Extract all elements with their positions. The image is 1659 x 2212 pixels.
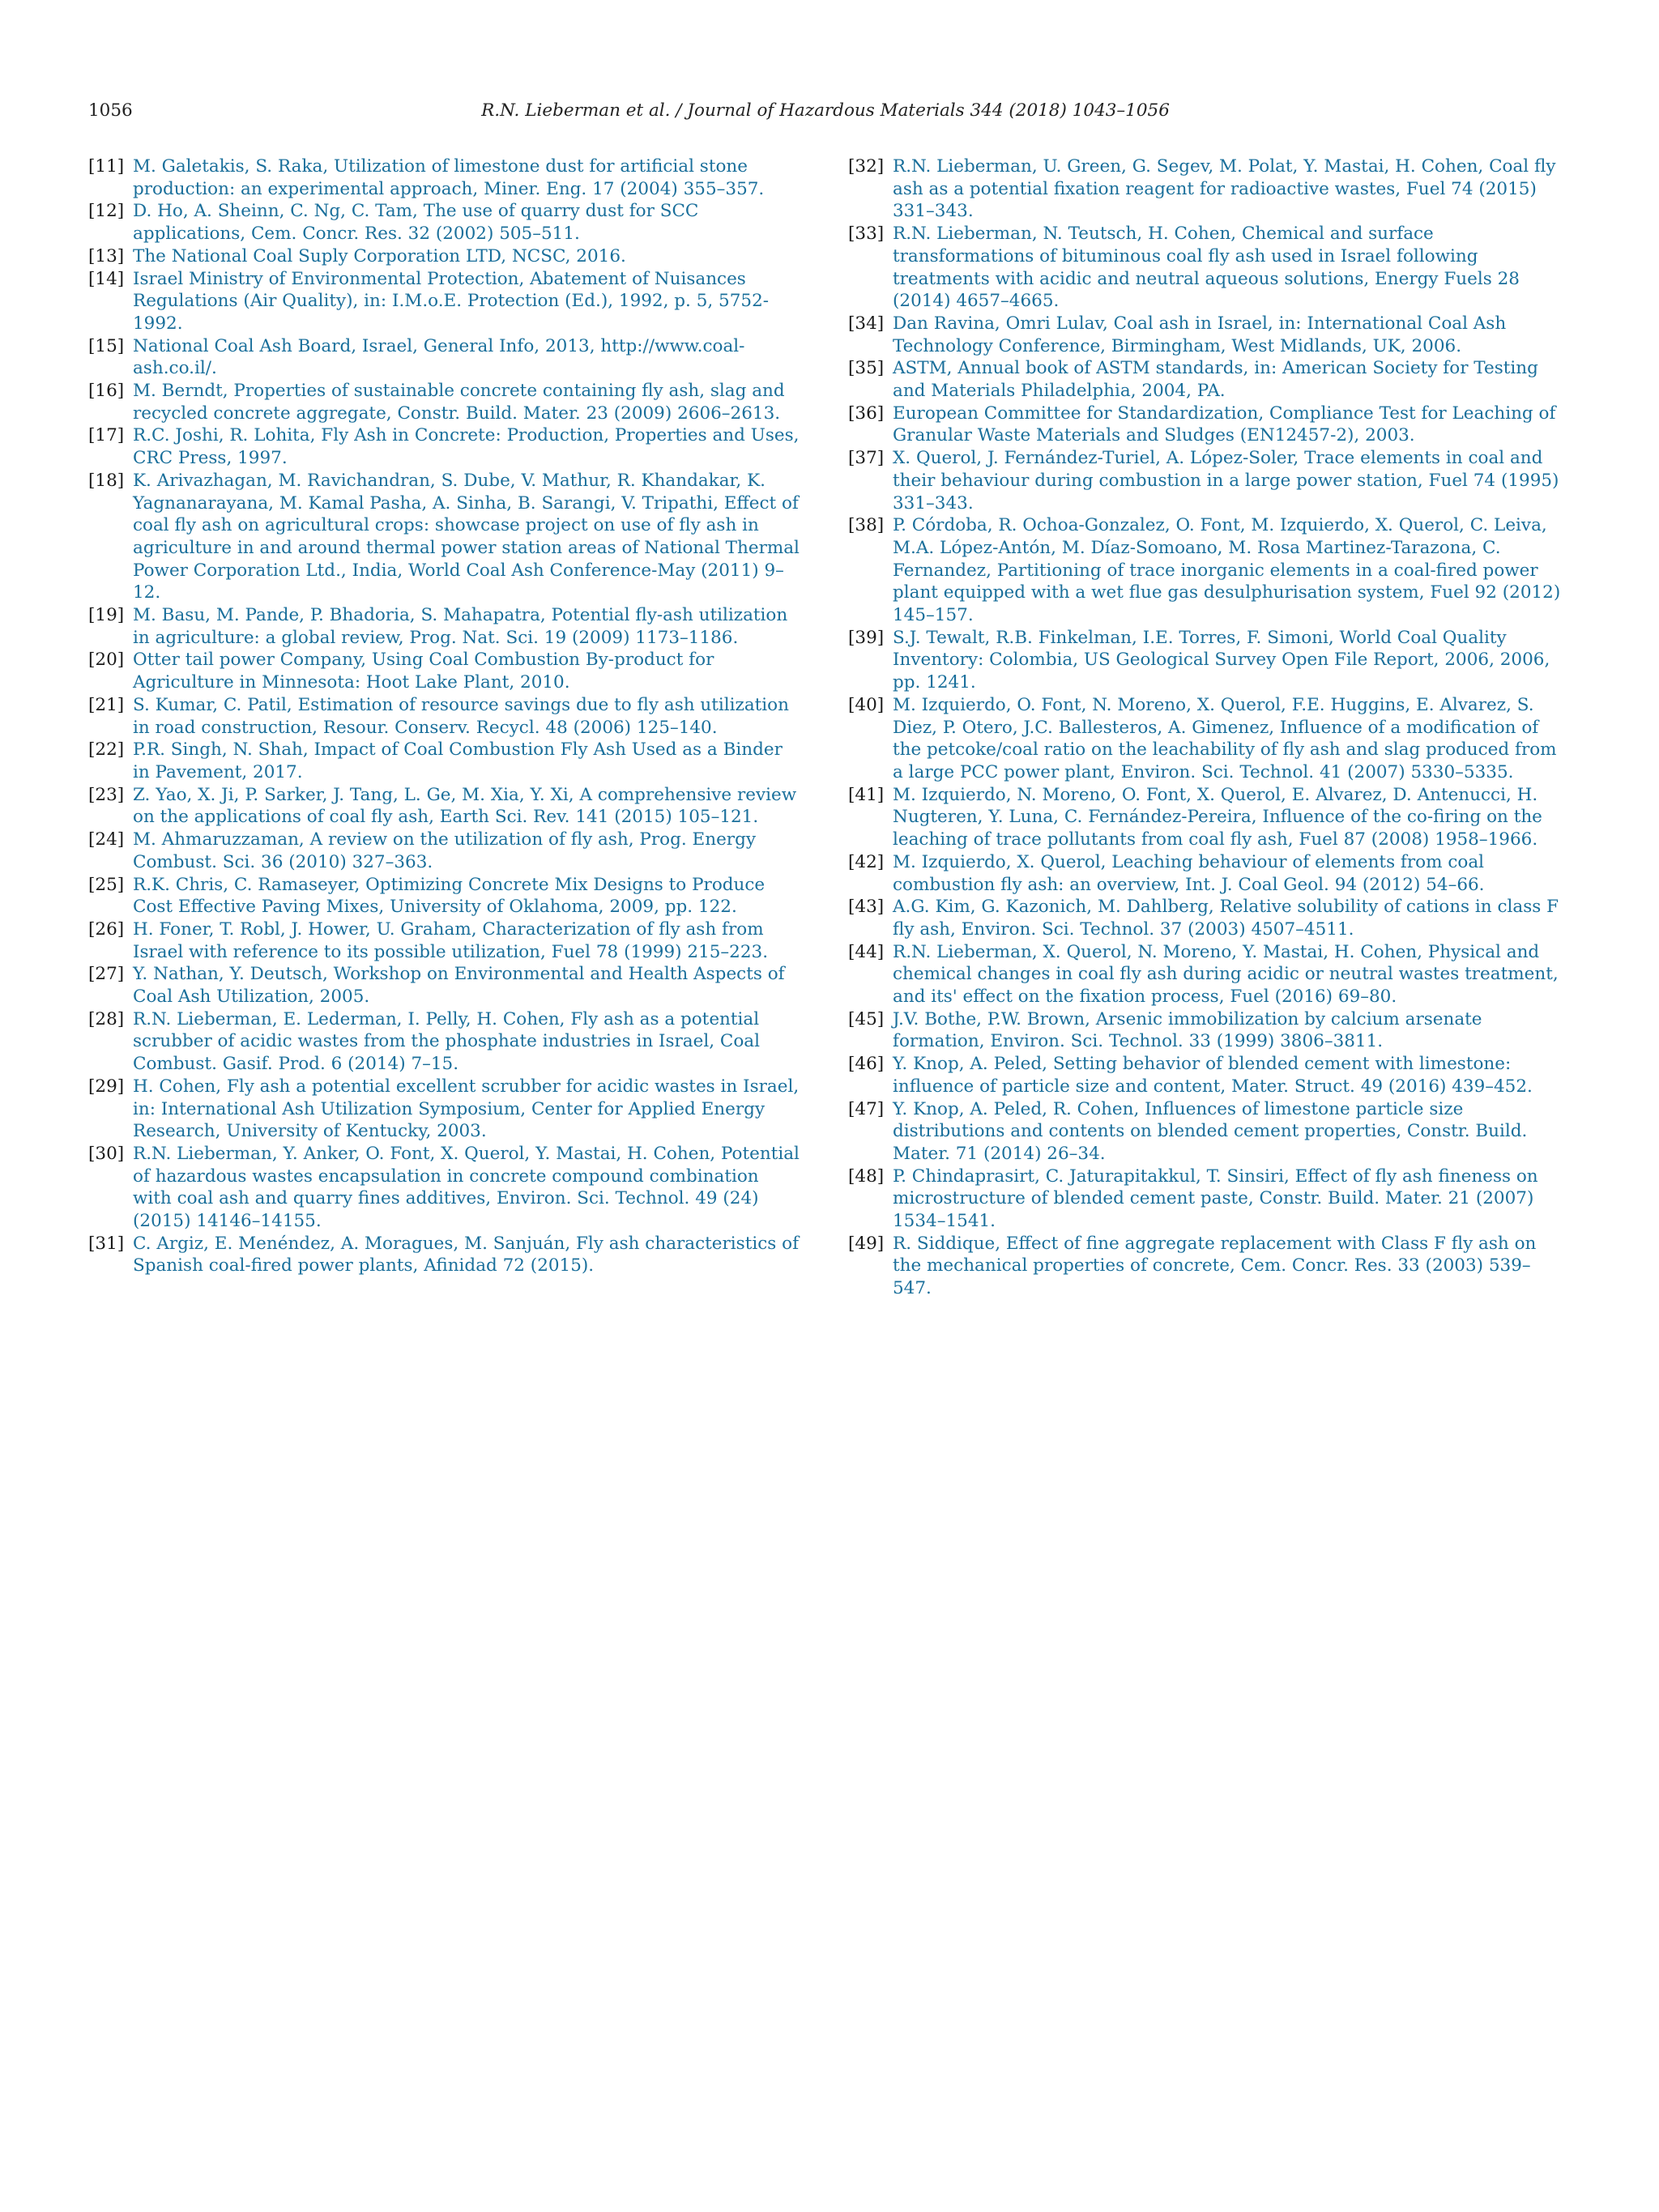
reference-number: [21] <box>88 694 125 715</box>
reference-number: [35] <box>848 358 885 379</box>
reference-number: [42] <box>848 851 885 872</box>
reference-link[interactable]: M. Izquierdo, O. Font, N. Moreno, X. Querol, F.E. Huggins, E. Alvarez, S. Diez, P. Otero, J.C. Ballesteros, A. Gimenez, Influence of a modification of the petcoke/coal ratio on the leachability of fly ash and slag produced from a large PCC power plant, Environ. Sci. Technol. 41 (2007) 5330–5335. <box>893 694 1557 782</box>
page-header <box>88 100 1563 125</box>
reference-number: [15] <box>88 335 125 356</box>
reference-link[interactable]: M. Basu, M. Pande, P. Bhadoria, S. Mahapatra, Potential fly-ash utilization in agriculture: a global review, Prog. Nat. Sci. 19 (2009) 1173–1186. <box>133 605 788 648</box>
reference-item <box>848 896 1563 940</box>
reference-item <box>848 403 1563 447</box>
reference-number: [39] <box>848 627 885 648</box>
reference-number: [47] <box>848 1098 885 1119</box>
reference-number: [34] <box>848 313 885 334</box>
reference-link[interactable]: Y. Knop, A. Peled, R. Cohen, Influences of limestone particle size distributions and contents on blended cement properties, Constr. Build. Mater. 71 (2014) 26–34. <box>893 1098 1528 1164</box>
reference-item <box>88 245 803 268</box>
reference-number: [36] <box>848 403 885 424</box>
reference-link[interactable]: Y. Knop, A. Peled, Setting behavior of blended cement with limestone: influence of particle size and content, Mater. Struct. 49 (2016) 439–452. <box>893 1054 1533 1097</box>
reference-number: [45] <box>848 1008 885 1029</box>
reference-link[interactable]: J.V. Bothe, P.W. Brown, Arsenic immobilization by calcium arsenate formation, Environ. Sci. Technol. 33 (1999) 3806–3811. <box>893 1008 1482 1052</box>
running-head: R.N. Lieberman et al. / Journal of Hazardous Materials 344 (2018) 1043–1056 <box>481 100 1170 121</box>
reference-link[interactable]: Dan Ravina, Omri Lulav, Coal ash in Israel, in: International Coal Ash Technology Conference, Birmingham, West Midlands, UK, 2006. <box>893 313 1507 356</box>
reference-link[interactable]: H. Foner, T. Robl, J. Hower, U. Graham, Characterization of fly ash from Israel with reference to its possible utilization, Fuel 78 (1999) 215–223. <box>133 918 769 962</box>
reference-link[interactable]: R.N. Lieberman, Y. Anker, O. Font, X. Querol, Y. Mastai, H. Cohen, Potential of hazardous wastes encapsulation in concrete compound combination with coal ash and quarry fines additives, Environ. Sci. Technol. 49 (24) (2015) 14146–14155. <box>133 1143 800 1232</box>
reference-item <box>88 1008 803 1076</box>
reference-number: [17] <box>88 425 125 446</box>
reference-number: [30] <box>88 1143 125 1164</box>
reference-link[interactable]: P.R. Singh, N. Shah, Impact of Coal Combustion Fly Ash Used as a Binder in Pavement, 2017. <box>133 739 783 782</box>
reference-link[interactable]: D. Ho, A. Sheinn, C. Ng, C. Tam, The use of quarry dust for SCC applications, Cem. Concr. Res. 32 (2002) 505–511. <box>133 201 699 245</box>
reference-number: [48] <box>848 1166 885 1187</box>
reference-number: [44] <box>848 941 885 962</box>
reference-item <box>88 784 803 829</box>
reference-number: [33] <box>848 224 885 245</box>
reference-item <box>88 829 803 873</box>
reference-number: [37] <box>848 448 885 469</box>
reference-link[interactable]: European Committee for Standardization, Compliance Test for Leaching of Granular Waste Materials and Sludges (EN12457-2), 2003. <box>893 403 1556 446</box>
reference-item <box>848 156 1563 223</box>
reference-item <box>88 918 803 963</box>
reference-link[interactable]: The National Coal Suply Corporation LTD, NCSC, 2016. <box>133 245 626 266</box>
reference-number: [19] <box>88 605 125 626</box>
reference-number: [40] <box>848 694 885 715</box>
reference-item <box>88 156 803 200</box>
reference-item <box>848 313 1563 357</box>
reference-item <box>88 424 803 469</box>
reference-link[interactable]: P. Córdoba, R. Ochoa-Gonzalez, O. Font, M. Izquierdo, X. Querol, C. Leiva, M.A. López-Antón, M. Díaz-Somoano, M. Rosa Martinez-Tarazona, C. Fernandez, Partitioning of trace inorganic elements in a coal-fired power plant equipped with a wet flue gas desulphurisation system, Fuel 92 (2012) 145–157. <box>893 515 1561 626</box>
reference-number: [13] <box>88 245 125 266</box>
reference-item <box>848 784 1563 851</box>
reference-item <box>848 1053 1563 1097</box>
reference-item <box>848 851 1563 896</box>
references-right-column <box>848 156 1563 1300</box>
reference-number: [32] <box>848 156 885 177</box>
reference-link[interactable]: R.C. Joshi, R. Lohita, Fly Ash in Concrete: Production, Properties and Uses, CRC Press, 1997. <box>133 425 800 469</box>
reference-link[interactable]: ASTM, Annual book of ASTM standards, in: American Society for Testing and Materials Philadelphia, 2004, PA. <box>893 358 1538 402</box>
reference-link[interactable]: P. Chindaprasirt, C. Jaturapitakkul, T. Sinsiri, Effect of fly ash fineness on microstructure of blended cement paste, Constr. Build. Mater. 21 (2007) 1534–1541. <box>893 1166 1538 1232</box>
reference-item <box>88 1143 803 1233</box>
reference-link[interactable]: Israel Ministry of Environmental Protection, Abatement of Nuisances Regulations (Air Quality), in: I.M.o.E. Protection (Ed.), 1992, p. 5, 5752-1992. <box>133 268 770 334</box>
reference-item <box>848 694 1563 784</box>
reference-link[interactable]: Y. Nathan, Y. Deutsch, Workshop on Environmental and Health Aspects of Coal Ash Utilization, 2005. <box>133 964 785 1008</box>
reference-number: [16] <box>88 381 125 402</box>
reference-item <box>88 470 803 604</box>
reference-link[interactable]: S.J. Tewalt, R.B. Finkelman, I.E. Torres, F. Simoni, World Coal Quality Inventory: Colombia, US Geological Survey Open File Report, 2006, 2006, pp. 1241. <box>893 627 1550 693</box>
reference-number: [23] <box>88 784 125 805</box>
reference-item <box>88 1233 803 1277</box>
reference-item <box>848 223 1563 313</box>
reference-link[interactable]: R.K. Chris, C. Ramaseyer, Optimizing Concrete Mix Designs to Produce Cost Effective Paving Mixes, University of Oklahoma, 2009, pp. 122. <box>133 874 766 918</box>
reference-number: [11] <box>88 156 125 177</box>
reference-link[interactable]: R.N. Lieberman, N. Teutsch, H. Cohen, Chemical and surface transformations of bituminous coal fly ash used in Israel following treatments with acidic and neutral aqueous solutions, Energy Fuels 28 (2014) 4657–4665. <box>893 224 1520 312</box>
reference-item <box>88 963 803 1008</box>
reference-number: [20] <box>88 650 125 671</box>
reference-link[interactable]: K. Arivazhagan, M. Ravichandran, S. Dube, V. Mathur, R. Khandakar, K. Yagnanarayana, M. Kamal Pasha, A. Sinha, B. Sarangi, V. Tripathi, Effect of coal fly ash on agricultural crops: showcase project on use of fly ash in agriculture in and around thermal power station areas of National Thermal Power Corporation Ltd., India, World Coal Ash Conference-May (2011) 9–12. <box>133 470 800 603</box>
reference-item <box>88 739 803 783</box>
reference-item <box>88 649 803 693</box>
reference-item <box>848 1166 1563 1233</box>
reference-number: [25] <box>88 874 125 895</box>
reference-number: [22] <box>88 739 125 761</box>
reference-number: [28] <box>88 1008 125 1029</box>
reference-number: [12] <box>88 201 125 222</box>
reference-link[interactable]: Otter tail power Company, Using Coal Combustion By-product for Agriculture in Minnesota: Hoot Lake Plant, 2010. <box>133 650 714 693</box>
reference-link[interactable]: R.N. Lieberman, X. Querol, N. Moreno, Y. Mastai, H. Cohen, Physical and chemical changes in coal fly ash during acidic or neutral wastes treatment, and its' effect on the fixation process, Fuel (2016) 69–80. <box>893 941 1559 1008</box>
reference-link[interactable]: M. Galetakis, S. Raka, Utilization of limestone dust for artificial stone production: an experimental approach, Miner. Eng. 17 (2004) 355–357. <box>133 156 765 199</box>
reference-link[interactable]: R.N. Lieberman, E. Lederman, I. Pelly, H. Cohen, Fly ash as a potential scrubber of acidic wastes from the phosphate industries in Israel, Coal Combust. Gasif. Prod. 6 (2014) 7–15. <box>133 1008 760 1075</box>
reference-item <box>848 1233 1563 1300</box>
reference-link[interactable]: S. Kumar, C. Patil, Estimation of resource savings due to fly ash utilization in road construction, Resour. Conserv. Recycl. 48 (2006) 125–140. <box>133 694 789 738</box>
reference-number: [43] <box>848 897 885 918</box>
reference-number: [46] <box>848 1054 885 1075</box>
reference-number: [29] <box>88 1076 125 1097</box>
reference-number: [27] <box>88 964 125 985</box>
reference-link[interactable]: M. Izquierdo, N. Moreno, O. Font, X. Querol, E. Alvarez, D. Antenucci, H. Nugteren, Y. Luna, C. Fernández-Pereira, Influence of the co-firing on the leaching of trace pollutants from coal fly ash, Fuel 87 (2008) 1958–1966. <box>893 784 1542 850</box>
reference-link[interactable]: R.N. Lieberman, U. Green, G. Segev, M. Polat, Y. Mastai, H. Cohen, Coal fly ash as a potential fixation reagent for radioactive wastes, Fuel 74 (2015) 331–343. <box>893 156 1556 222</box>
page-number: 1056 <box>88 100 133 121</box>
reference-number: [26] <box>88 918 125 940</box>
reference-item <box>848 357 1563 402</box>
reference-link[interactable]: M. Ahmaruzzaman, A review on the utilization of fly ash, Prog. Energy Combust. Sci. 36 (2010) 327–363. <box>133 829 756 872</box>
reference-number: [31] <box>88 1233 125 1254</box>
reference-item <box>88 335 803 380</box>
reference-item <box>848 514 1563 627</box>
reference-number: [38] <box>848 515 885 536</box>
reference-item <box>88 1076 803 1143</box>
reference-number: [14] <box>88 268 125 289</box>
reference-number: [41] <box>848 784 885 805</box>
reference-item <box>848 941 1563 1008</box>
reference-link[interactable]: A.G. Kim, G. Kazonich, M. Dahlberg, Relative solubility of cations in class F fly ash, Environ. Sci. Technol. 37 (2003) 4507–4511. <box>893 897 1559 940</box>
reference-number: [49] <box>848 1233 885 1254</box>
reference-link[interactable]: X. Querol, J. Fernández-Turiel, A. López-Soler, Trace elements in coal and their behaviour during combustion in a large power station, Fuel 74 (1995) 331–343. <box>893 448 1559 514</box>
reference-item <box>88 874 803 918</box>
reference-link[interactable]: R. Siddique, Effect of fine aggregate replacement with Class F fly ash on the mechanical properties of concrete, Cem. Concr. Res. 33 (2003) 539–547. <box>893 1233 1537 1299</box>
reference-link[interactable]: H. Cohen, Fly ash a potential excellent scrubber for acidic wastes in Israel, in: International Ash Utilization Symposium, Center for Applied Energy Research, University of Kentucky, 2003. <box>133 1076 800 1142</box>
reference-link[interactable]: C. Argiz, E. Menéndez, A. Moragues, M. Sanjuán, Fly ash characteristics of Spanish coal-fired power plants, Afinidad 72 (2015). <box>133 1233 800 1276</box>
reference-number: [18] <box>88 470 125 491</box>
references-left-column <box>88 156 803 1277</box>
reference-link[interactable]: M. Berndt, Properties of sustainable concrete containing fly ash, slag and recycled concrete aggregate, Constr. Build. Mater. 23 (2009) 2606–2613. <box>133 381 785 424</box>
reference-link[interactable]: M. Izquierdo, X. Querol, Leaching behaviour of elements from coal combustion fly ash: an overview, Int. J. Coal Geol. 94 (2012) 54–66. <box>893 851 1485 895</box>
reference-item <box>848 1098 1563 1166</box>
reference-item <box>848 1008 1563 1053</box>
reference-link[interactable]: National Coal Ash Board, Israel, General Info, 2013, http://www.coal-ash.co.il/. <box>133 335 745 379</box>
reference-number: [24] <box>88 829 125 850</box>
reference-item <box>88 380 803 424</box>
reference-item <box>88 200 803 245</box>
reference-item <box>848 447 1563 514</box>
reference-link[interactable]: Z. Yao, X. Ji, P. Sarker, J. Tang, L. Ge, M. Xia, Y. Xi, A comprehensive review on the applications of coal fly ash, Earth Sci. Rev. 141 (2015) 105–121. <box>133 784 797 828</box>
reference-item <box>88 268 803 335</box>
reference-item <box>848 627 1563 694</box>
reference-item <box>88 604 803 649</box>
reference-item <box>88 694 803 739</box>
